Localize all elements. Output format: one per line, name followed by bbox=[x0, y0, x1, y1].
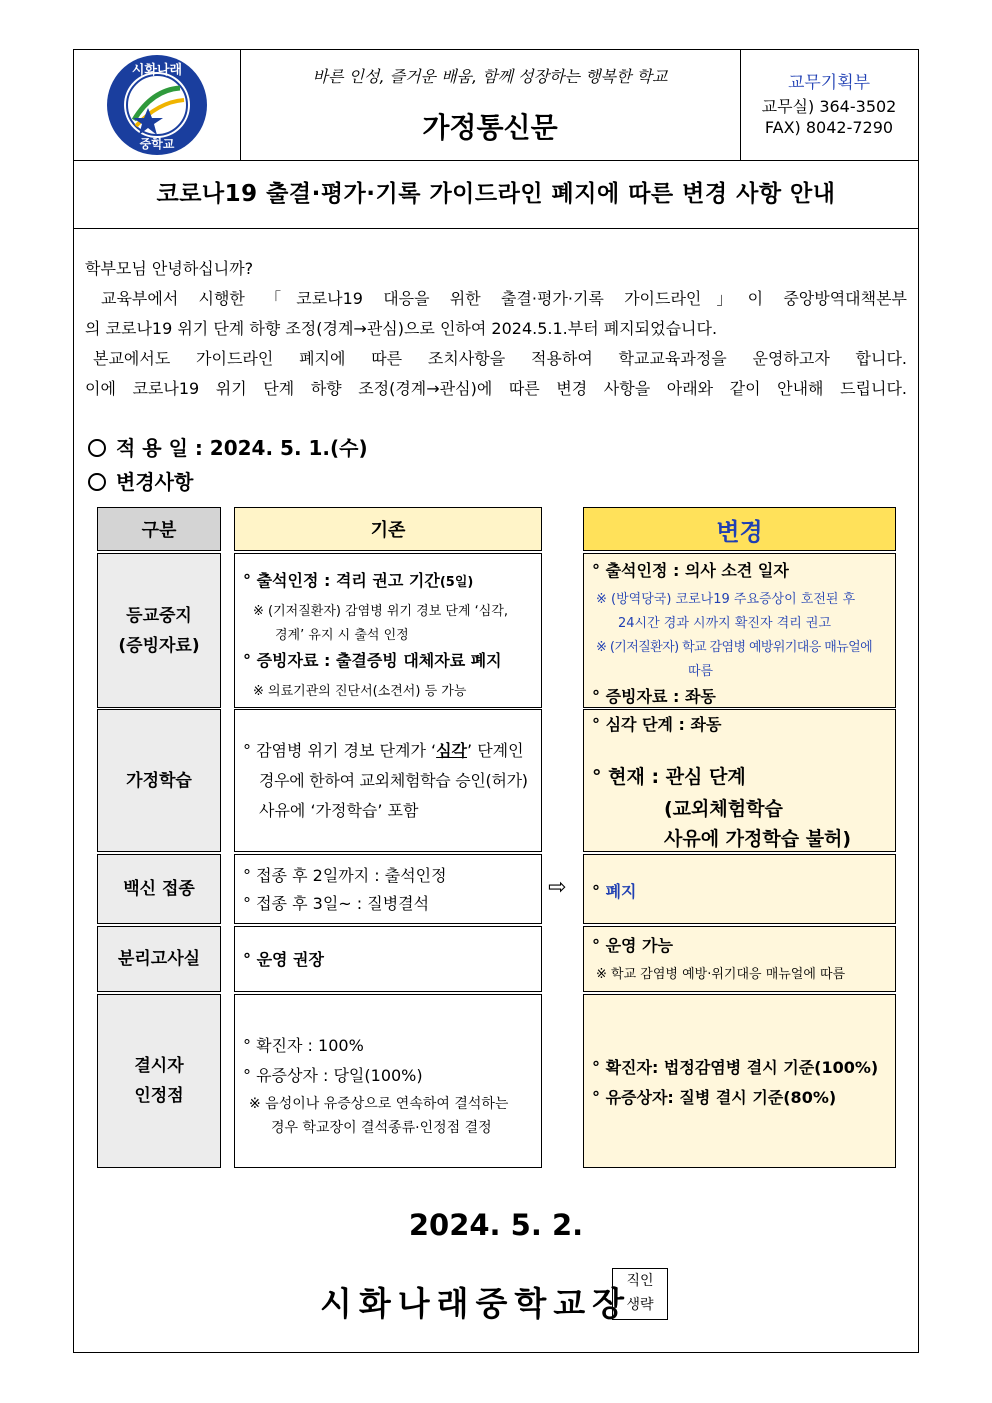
seal-line-2: 생략 bbox=[626, 1297, 654, 1313]
logo-text-bottom: 중학교 bbox=[139, 137, 175, 151]
school-logo bbox=[102, 50, 212, 160]
new-cell: ° 폐지 bbox=[583, 854, 896, 924]
row-category: 등교중지 (증빙자료) bbox=[97, 553, 221, 708]
logo-cell bbox=[74, 50, 241, 160]
old-cell: ° 출석인정 : 격리 권고 기간(5일) ※ (기저질환자) 감염병 위기 경보 단계 ‘심각, 경계’ 유지 시 출석 인정 ° 증빙자료 : 출결증빙 대체자료 폐지 ※ 의료기관의 진단서(소견서) 등 가능 bbox=[234, 553, 542, 708]
fax-number: FAX) 8042-7290 bbox=[764, 118, 894, 137]
new-cell: ° 출석인정 : 의사 소견 일자 ※ (방역당국) 코로나19 주요증상이 호전된 후 24시간 경과 시까지 확진자 격리 권고 ※ (기저질환자) 학교 감염병 예방위기대응 매뉴얼에 따름 ° 증빙자료 : 좌동 bbox=[583, 553, 896, 708]
row-category: 결시자 인정점 bbox=[97, 994, 221, 1168]
seal-box bbox=[612, 1268, 668, 1320]
col-header-old: 기존 bbox=[234, 507, 542, 551]
row-category: 가정학습 bbox=[97, 709, 221, 852]
paragraph-2-line-1: 본교에서도 가이드라인 폐지에 따른 조치사항을 적용하여 학교교육과정을 운영하고자 합니다. bbox=[93, 349, 907, 368]
header-contact bbox=[740, 50, 918, 160]
doc-title: 가정통신문 bbox=[422, 111, 558, 144]
main-title: 코로나19 출결·평가·기록 가이드라인 폐지에 따른 변경 사항 안내 bbox=[74, 160, 918, 229]
row-category: 백신 접종 bbox=[97, 854, 221, 924]
circle-bullet-icon bbox=[88, 473, 106, 491]
body-text bbox=[85, 254, 907, 404]
old-cell: ° 운영 권장 bbox=[234, 926, 542, 992]
old-cell: ° 확진자 : 100% ° 유증상자 : 당일(100%) ※ 음성이나 유증상으로 연속하여 결석하는 경우 학교장이 결석종류·인정점 결정 bbox=[234, 994, 542, 1168]
apply-date: 적 용 일 : 2024. 5. 1.(수) bbox=[88, 432, 368, 461]
logo-text-top: 시화나래 bbox=[131, 63, 183, 78]
dept-name: 교무기획부 bbox=[787, 73, 871, 93]
paragraph-1-line-2: 의 코로나19 위기 단계 하향 조정(경계→관심)으로 인하여 2024.5.1.부터 폐지되었습니다. bbox=[85, 319, 718, 338]
issue-date: 2024. 5. 2. bbox=[408, 1208, 584, 1242]
phone-number: 교무실) 364-3502 bbox=[761, 97, 897, 116]
old-cell: ° 접종 후 2일까지 : 출석인정 ° 접종 후 3일~ : 질병결석 bbox=[234, 854, 542, 924]
changes-heading: 변경사항 bbox=[88, 466, 193, 495]
header-middle bbox=[240, 50, 741, 160]
col-header-new: 변경 bbox=[583, 507, 896, 551]
arrow-right-icon: ⇨ bbox=[548, 875, 567, 900]
paragraph-2-line-2: 이에 코로나19 위기 단계 하향 조정(경계→관심)에 따른 변경 사항을 아래와 같이 안내해 드립니다. bbox=[85, 379, 907, 398]
principal-signature: 시화나래중학교장 bbox=[320, 1284, 632, 1323]
new-cell: ° 확진자: 법정감염병 결시 기준(100%) ° 유증상자: 질병 결시 기준(80%) bbox=[583, 994, 896, 1168]
col-header-category: 구분 bbox=[97, 507, 221, 551]
row-category: 분리고사실 bbox=[97, 926, 221, 992]
seal-line-1: 직인 bbox=[626, 1273, 654, 1289]
greeting: 학부모님 안녕하십니까? bbox=[85, 259, 254, 278]
slogan: 바른 인성, 즐거운 배움, 함께 성장하는 행복한 학교 bbox=[312, 67, 668, 86]
paragraph-1-line-1: 교육부에서 시행한 「코로나19 대응을 위한 출결·평가·기록 가이드라인」이 중앙방역대책본부 bbox=[101, 289, 907, 308]
old-cell: ° 감염병 위기 경보 단계가 ‘심각’ 단계인 경우에 한하여 교외체험학습 승인(허가) 사유에 ‘가정학습’ 포함 bbox=[234, 709, 542, 852]
new-cell: ° 심각 단계 : 좌동 ° 현재 : 관심 단계 (교외체험학습 사유에 가정학습 불허) bbox=[583, 709, 896, 852]
circle-bullet-icon bbox=[88, 439, 106, 457]
new-cell: ° 운영 가능 ※ 학교 감염병 예방·위기대응 매뉴얼에 따름 bbox=[583, 926, 896, 992]
header bbox=[74, 50, 918, 161]
